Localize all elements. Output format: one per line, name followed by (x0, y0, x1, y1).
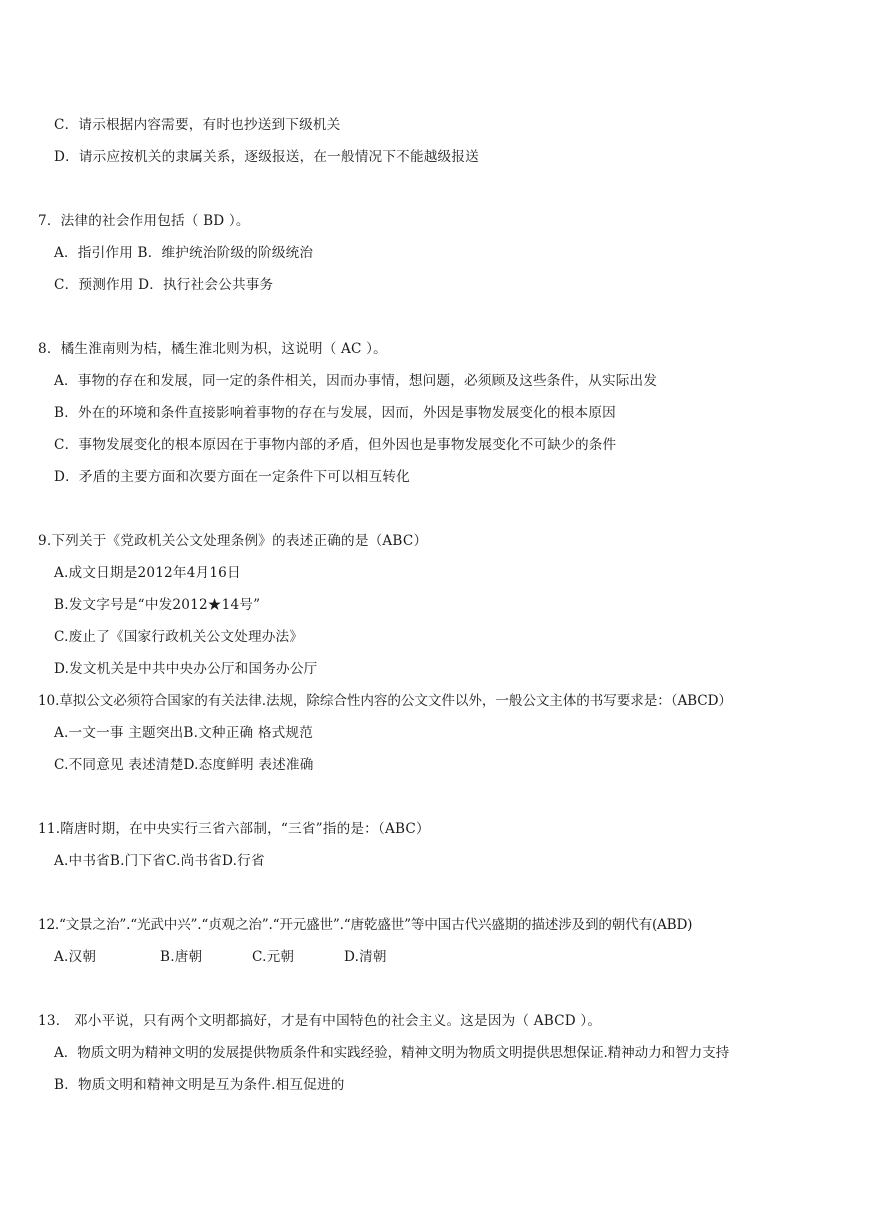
q10-option-cd: C.不同意见 表述清楚D.态度鲜明 表述准确 (54, 757, 314, 773)
q12-option-b: B.唐朝 (160, 949, 203, 965)
q7-option-ab: A．指引作用 B．维护统治阶级的阶级统治 (54, 245, 314, 261)
q8-option-c: C．事物发展变化的根本原因在于事物内部的矛盾，但外因也是事物发展变化不可缺少的条件 (54, 437, 617, 453)
q9-option-d: D.发文机关是中共中央办公厅和国务办公厅 (54, 661, 318, 677)
q10-option-ab: A.一文一事 主题突出B.文种正确 格式规范 (54, 725, 313, 741)
q11-options: A.中书省B.门下省C.尚书省D.行省 (54, 853, 265, 869)
q8-option-b: B．外在的环境和条件直接影响着事物的存在与发展，因而，外因是事物发展变化的根本原因 (54, 405, 616, 421)
q11-stem: 11.隋唐时期，在中央实行三省六部制，“三省”指的是：（ABC） (38, 821, 430, 837)
q6-option-c: C．请示根据内容需要，有时也抄送到下级机关 (54, 117, 341, 133)
q13-option-b: B．物质文明和精神文明是互为条件.相互促进的 (54, 1077, 345, 1093)
q12-options (54, 948, 387, 966)
q12-stem: 12.“文景之治”.“光武中兴”.“贞观之治”.“开元盛世”.“唐乾盛世”等中国古代兴盛期的描述涉及到的朝代有(ABD) (38, 917, 693, 933)
q6-option-d: D．请示应按机关的隶属关系，逐级报送，在一般情况下不能越级报送 (54, 149, 479, 165)
q8-option-d: D．矛盾的主要方面和次要方面在一定条件下可以相互转化 (54, 469, 410, 485)
q13-option-a: A．物质文明为精神文明的发展提供物质条件和实践经验，精神文明为物质文明提供思想保证.精神动力和智力支持 (54, 1045, 730, 1061)
q13-stem: 13． 邓小平说，只有两个文明都搞好，才是有中国特色的社会主义。这是因为（ ABCD ）。 (38, 1013, 602, 1029)
q9-option-b: B.发文字号是“中发2012★14号” (54, 597, 261, 613)
q7-stem: 7．法律的社会作用包括（ BD ）。 (38, 213, 250, 229)
q12-option-a: A.汉朝 (54, 949, 97, 965)
q12-option-c: C.元朝 (252, 949, 295, 965)
q8-stem: 8．橘生淮南则为桔，橘生淮北则为枳，这说明（ AC ）。 (38, 341, 387, 357)
q9-option-c: C.废止了《国家行政机关公文处理办法》 (54, 629, 304, 645)
q12-option-d: D.清朝 (344, 949, 387, 965)
q8-option-a: A．事物的存在和发展，同一定的条件相关，因而办事情，想问题，必须顾及这些条件，从实际出发 (54, 373, 658, 389)
q9-option-a: A.成文日期是2012年4月16日 (54, 565, 241, 581)
q7-option-cd: C．预测作用 D．执行社会公共事务 (54, 277, 274, 293)
q9-stem: 9.下列关于《党政机关公文处理条例》的表述正确的是（ABC） (38, 533, 428, 549)
q10-stem: 10.草拟公文必须符合国家的有关法律.法规，除综合性内容的公文文件以外，一般公文主体的书写要求是：（ABCD） (38, 693, 732, 709)
